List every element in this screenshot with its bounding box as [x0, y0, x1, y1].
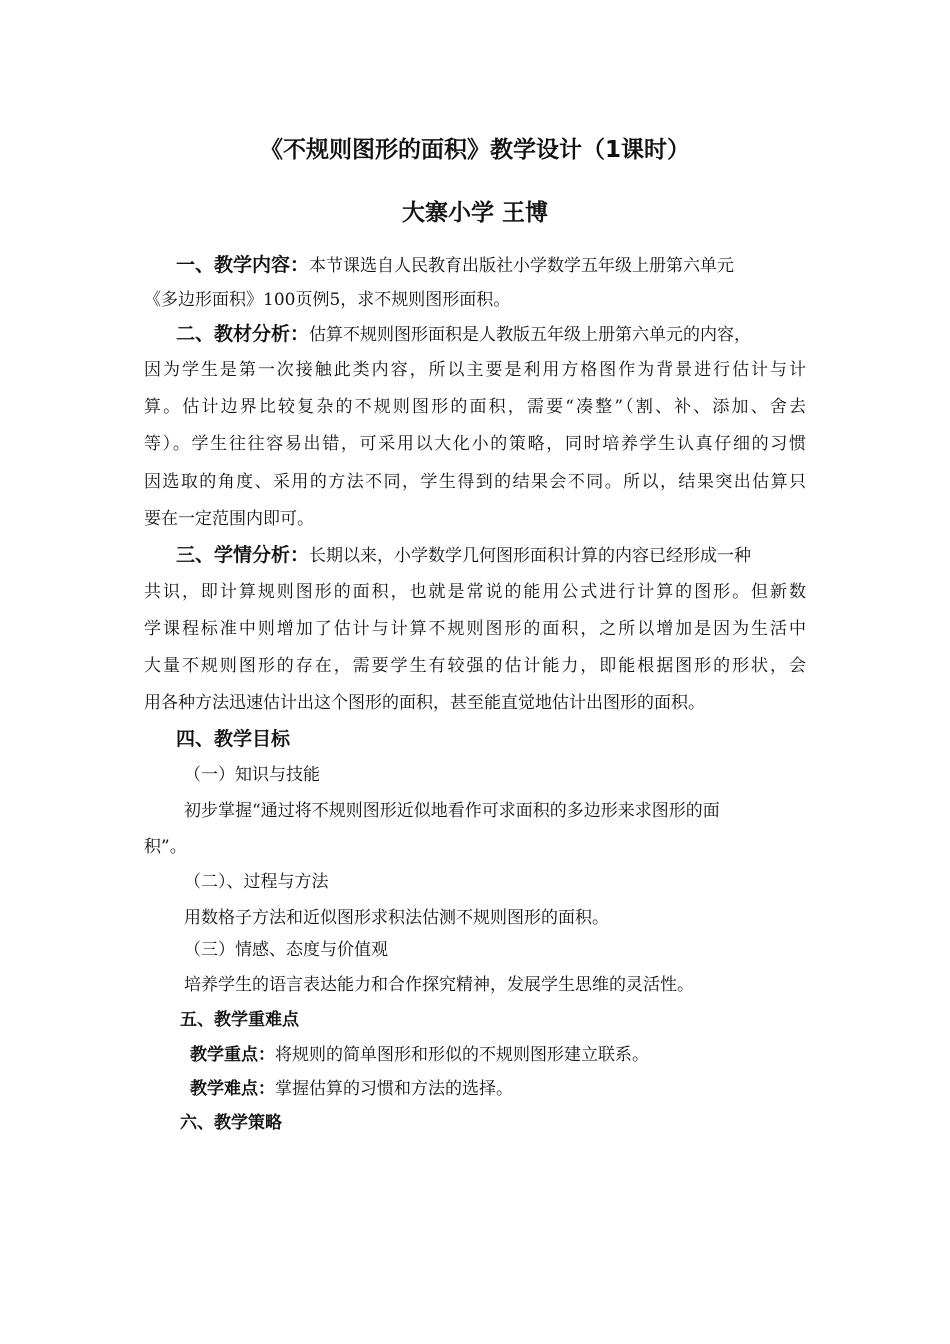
- difficulty-line: [190, 1077, 513, 1101]
- section-3-first-line: [176, 543, 751, 568]
- section-6-heading: 六、教学策略: [180, 1113, 282, 1133]
- author-line: 大寨小学 王博: [401, 200, 548, 226]
- key-point-label: 教学重点：: [190, 1045, 275, 1065]
- section-3-line-4: 大量不规则图形的存在，需要学生有较强的估计能力，即能根据图形的形状，会: [144, 656, 806, 676]
- section-3-line-2: 共识，即计算规则图形的面积，也就是常说的能用公式进行计算的图形。但新数: [144, 582, 806, 602]
- key-point-line: [190, 1043, 649, 1067]
- objective-3-line-1: 培养学生的语言表达能力和合作探究精神，发展学生思维的灵活性。: [184, 975, 694, 995]
- section-4-heading: 四、教学目标: [176, 728, 291, 750]
- section-2-first-line: [176, 322, 751, 347]
- section-2-line-6: 要在一定范围内即可。: [144, 509, 314, 529]
- objective-3-heading: （三）情感、态度与价值观: [184, 940, 388, 960]
- objective-1-heading: （一）知识与技能: [184, 765, 320, 785]
- difficulty-text: 掌握估算的习惯和方法的选择。: [275, 1079, 513, 1099]
- section-1-first-line: [176, 253, 734, 278]
- objective-2-heading: （二）、过程与方法: [184, 872, 329, 892]
- section-2-line-5: 因选取的角度、采用的方法不同，学生得到的结果会不同。所以，结果突出估算只: [144, 472, 806, 492]
- objective-1-line-1: 初步掌握“通过将不规则图形近似地看作可求面积的多边形来求图形的面: [184, 801, 720, 821]
- objective-2-line-1: 用数格子方法和近似图形求积法估测不规则图形的面积。: [184, 908, 609, 928]
- section-1-heading: 一、教学内容：: [176, 254, 310, 276]
- section-3-line-3: 学课程标准中则增加了估计与计算不规则图形的面积，之所以增加是因为生活中: [144, 619, 806, 639]
- section-3-heading: 三、学情分析：: [176, 544, 310, 566]
- section-2-line-2: 因为学生是第一次接触此类内容，所以主要是利用方格图作为背景进行估计与计: [144, 360, 806, 380]
- section-1-line-2: 《多边形面积》100页例5，求不规则图形面积。: [144, 290, 511, 310]
- section-2-line-3: 算。估计边界比较复杂的不规则图形的面积，需要“凑整”（割、补、添加、舍去: [144, 397, 806, 417]
- key-point-text: 将规则的简单图形和形似的不规则图形建立联系。: [275, 1045, 649, 1065]
- section-2-text: 估算不规则图形面积是人教版五年级上册第六单元的内容，: [309, 325, 752, 345]
- section-1-text: 本节课选自人民教育出版社小学数学五年级上册第六单元: [309, 256, 735, 276]
- difficulty-label: 教学难点：: [190, 1079, 275, 1099]
- section-2-heading: 二、教材分析：: [176, 323, 310, 345]
- objective-1-line-2: 积”。: [144, 837, 187, 857]
- section-2-line-4: 等）。学生往往容易出错，可采用以大化小的策略，同时培养学生认真仔细的习惯: [144, 434, 806, 454]
- section-5-heading: 五、教学重难点: [180, 1010, 299, 1030]
- section-3-text: 长期以来，小学数学几何图形面积计算的内容已经形成一种: [309, 546, 752, 566]
- document-title: 《不规则图形的面积》教学设计（1课时）: [259, 137, 690, 163]
- section-3-line-5: 用各种方法迅速估计出这个图形的面积，甚至能直觉地估计出图形的面积。: [144, 693, 705, 713]
